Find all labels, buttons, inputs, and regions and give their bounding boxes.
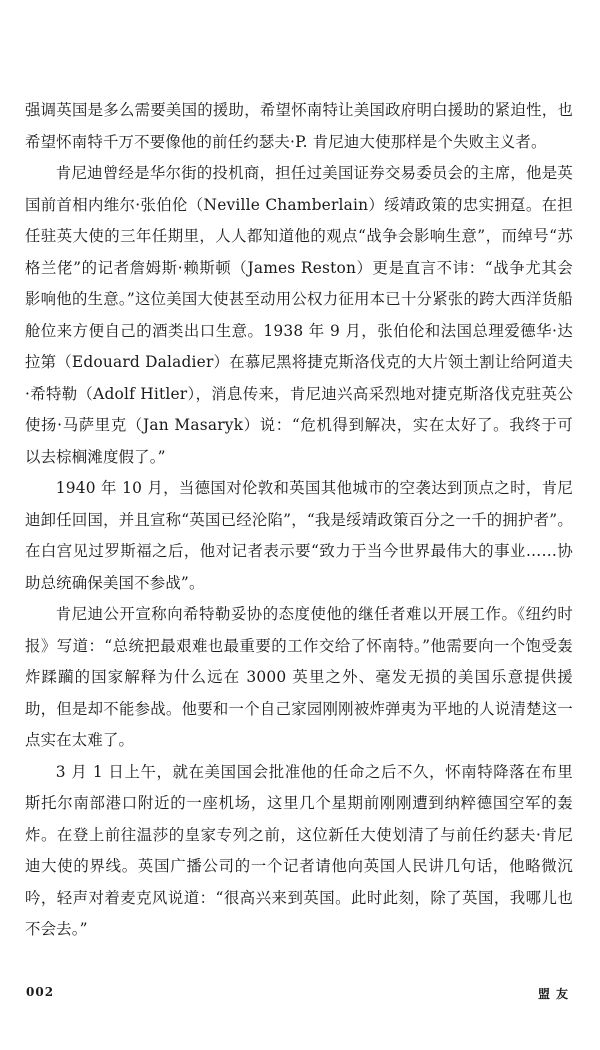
running-title: 盟友 bbox=[537, 987, 574, 1001]
page-number: 002 bbox=[26, 985, 55, 999]
paragraph: 3 月 1 日上午，就在美国国会批准他的任命之后不久，怀南特降落在布里斯托尔南部港口附近的一座机场，这里几个星期前刚刚遭到纳粹德国空军的轰炸。在登上前往温莎的皇家专列之前，这位新任大使划清了与前任约瑟夫·肯尼迪大使的界线。英国广播公司的一个记者请他向英国人民讲几句话，他略微沉吟，轻声对着麦克风说道：“很高兴来到英国。此时此刻，除了英国，我哪儿也不会去。” bbox=[25, 762, 573, 938]
page-footer bbox=[26, 985, 574, 1005]
paragraph: 肯尼迪公开宣称向希特勒妥协的态度使他的继任者难以开展工作。《纽约时报》写道：“总统把最艰难也最重要的工作交给了怀南特。”他需要向一个饱受轰炸蹂躏的国家解释为什么远在 3000 英里之外、毫发无损的美国乐意提供援助，但是却不能参战。他要和一个自己家园刚刚被炸弹夷为平地的人说清楚这一点实在太难了。 bbox=[25, 605, 573, 749]
paragraph: 强调英国是多么需要美国的援助，希望怀南特让美国政府明白援助的紧迫性，也希望怀南特千万不要像他的前任约瑟夫·P. 肯尼迪大使那样是个失败主义者。 bbox=[25, 101, 573, 151]
paragraph: 肯尼迪曾经是华尔街的投机商，担任过美国证券交易委员会的主席，他是英国前首相内维尔·张伯伦（Neville Chamberlain）绥靖政策的忠实拥趸。在担任驻英大使的三年任期里，人人都知道他的观点“战争会影响生意”，而绰号“苏格兰佬”的记者詹姆斯·赖斯顿（James Reston）更是直言不讳：“战争尤其会影响他的生意。”这位美国大使甚至动用公权力征用本已十分紧张的跨大西洋货船舱位来方便自己的酒类出口生意。1938 年 9 月，张伯伦和法国总理爱德华·达拉第（Edouard Daladier）在慕尼黑将捷克斯洛伐克的大片领土割让给阿道夫·希特勒（Adolf Hitler），消息传来，肯尼迪兴高采烈地对捷克斯洛伐克驻英公使扬·马萨里克（Jan Masaryk）说：“危机得到解决，实在太好了。我终于可以去棕榈滩度假了。” bbox=[25, 164, 573, 466]
page-body bbox=[25, 95, 573, 946]
paragraph: 1940 年 10 月，当德国对伦敦和英国其他城市的空袭达到顶点之时，肯尼迪卸任回国，并且宣称“英国已经沦陷”，“我是绥靖政策百分之一千的拥护者”。在白宫见过罗斯福之后，他对记者表示要“致力于当今世界最伟大的事业……协助总统确保美国不参战”。 bbox=[25, 479, 573, 592]
